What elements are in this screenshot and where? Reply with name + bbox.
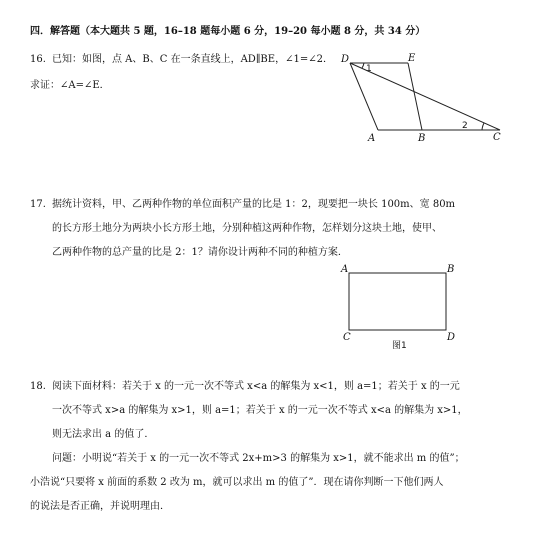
segment-AD — [350, 63, 378, 130]
q16-figure — [330, 48, 510, 148]
segment-BE — [408, 63, 422, 130]
q16-given: 已知：如图，点 A、B、C 在一条直线上，AD∥BE，∠1=∠2． — [52, 54, 333, 65]
label-E: E — [408, 53, 416, 64]
label-D: D — [447, 332, 456, 343]
angle2-arc — [482, 123, 484, 130]
q17-figure — [335, 260, 465, 355]
q18-number: 18. — [30, 381, 46, 392]
label-C: C — [493, 132, 501, 143]
q17-line1: 据统计资料，甲、乙两种作物的单位面积产量的比是 1：2，现要把一块长 100m、宽 80m — [52, 199, 456, 210]
label-B: B — [418, 133, 426, 144]
label-D: D — [341, 54, 350, 65]
label-B: B — [447, 264, 455, 275]
q17-number: 17. — [30, 199, 46, 210]
q16-prove: 求证：∠A=∠E． — [30, 80, 110, 91]
q18-problem: 问题：小明说“若关于 x 的一元一次不等式 2x+m>3 的解集为 x>1，就不能求出 m 的值”； — [52, 453, 465, 464]
angle1-arc — [362, 63, 364, 68]
label-A: A — [341, 264, 349, 275]
q18-line5: 小浩说“只要将 x 前面的系数 2 改为 m，就可以求出 m 的值了”．现在请你判断一下他们两人 — [30, 477, 444, 488]
q17-line2: 的长方形土地分为两块小长方形土地，分别种植这两种作物，怎样划分这块土地，使甲、 — [52, 223, 442, 234]
label-angle1: 1 — [366, 64, 372, 74]
q18-line1: 阅读下面材料：若关于 x 的一元一次不等式 x<a 的解集为 x<1，则 a=1；若关于 x 的一元 — [52, 381, 460, 392]
q18-line6: 的说法是否正确，并说明理由． — [30, 501, 170, 512]
rectangle-ABDC — [349, 273, 446, 330]
figure-caption: 图1 — [392, 341, 407, 351]
section-header: 四．解答题（本大题共 5 题，16–18 题每小题 6 分，19–20 每小题 8 分，共 34 分） — [30, 26, 426, 37]
label-angle2: 2 — [462, 121, 468, 131]
label-A: A — [368, 133, 376, 144]
q18-line2: 一次不等式 x>a 的解集为 x>1，则 a=1；若关于 x 的一元一次不等式 x<a 的解集为 x>1， — [52, 405, 468, 416]
q16-number: 16. — [30, 54, 46, 65]
q17-line3: 乙两种作物的总产量的比是 2：1？请你设计两种不同的种植方案． — [52, 247, 348, 258]
q18-line3: 则无法求出 a 的值了． — [52, 429, 155, 440]
segment-DC — [350, 63, 500, 130]
label-C: C — [343, 332, 351, 343]
